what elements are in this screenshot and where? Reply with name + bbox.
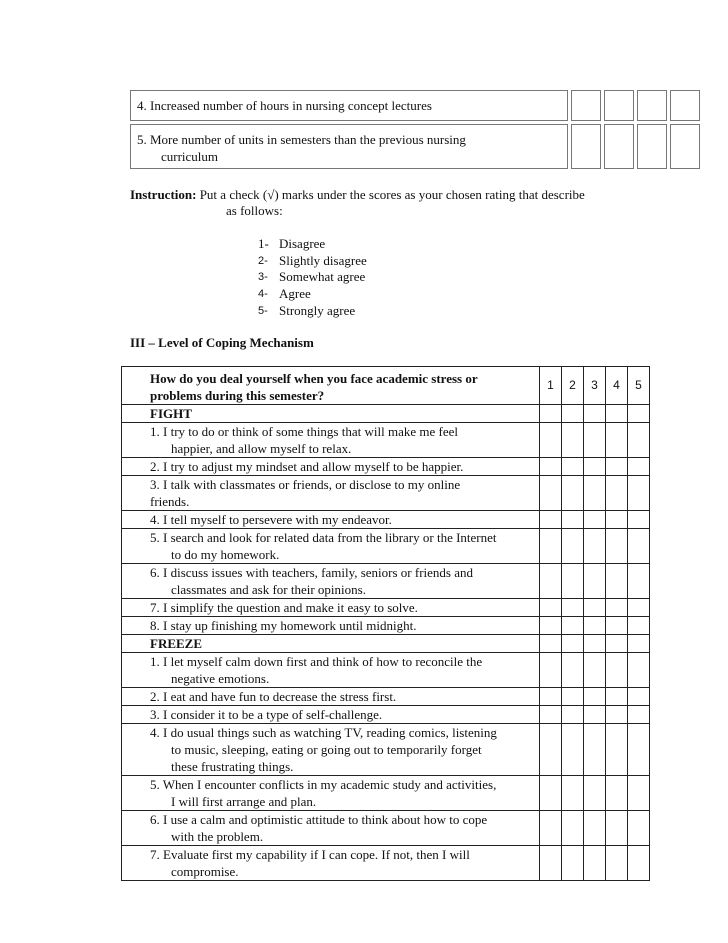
item-text: 4. I tell myself to persevere with my endeavor.: [122, 511, 540, 529]
item-text: 5. When I encounter conflicts in my academic study and activities, I will first arrange and plan.: [122, 776, 540, 811]
rating-cell[interactable]: [584, 653, 606, 688]
rating-cell[interactable]: [584, 529, 606, 564]
list-item: 4- Agree: [258, 286, 311, 302]
rating-cell[interactable]: [628, 511, 650, 529]
rating-cell[interactable]: [606, 724, 628, 776]
rating-cell[interactable]: [562, 564, 584, 599]
rating-cell[interactable]: [606, 653, 628, 688]
rating-cell[interactable]: [628, 846, 650, 881]
previous-items-table: [127, 87, 703, 172]
item-text: 2. I eat and have fun to decrease the stress first.: [122, 688, 540, 706]
rating-cell[interactable]: [628, 688, 650, 706]
list-item: 3- Somewhat agree: [258, 269, 366, 285]
rating-cell[interactable]: [584, 846, 606, 881]
rating-cell[interactable]: [606, 458, 628, 476]
section-heading: III – Level of Coping Mechanism: [130, 335, 314, 350]
rating-cell[interactable]: [628, 706, 650, 724]
rating-cell[interactable]: [584, 476, 606, 511]
rating-cell[interactable]: [606, 476, 628, 511]
table-row: [122, 564, 650, 599]
rating-cell[interactable]: [606, 511, 628, 529]
rating-cell[interactable]: [562, 529, 584, 564]
rating-cell[interactable]: [628, 617, 650, 635]
rating-cell[interactable]: [562, 617, 584, 635]
rating-cell[interactable]: [606, 846, 628, 881]
rating-cell[interactable]: [540, 811, 562, 846]
rating-cell[interactable]: [606, 564, 628, 599]
item-text: 2. I try to adjust my mindset and allow myself to be happier.: [122, 458, 540, 476]
item-text: 4. I do usual things such as watching TV, reading comics, listening to music, sleeping, eating or going out to temporarily forget these frustrating things.: [122, 724, 540, 776]
rating-cell[interactable]: [540, 846, 562, 881]
rating-cell[interactable]: [606, 405, 628, 423]
rating-cell[interactable]: [670, 90, 700, 121]
score-header-4: 4: [606, 367, 628, 405]
rating-cell[interactable]: [628, 476, 650, 511]
rating-cell[interactable]: [628, 724, 650, 776]
table-row: [122, 476, 650, 511]
rating-cell[interactable]: [584, 635, 606, 653]
list-item: 5- Strongly agree: [258, 302, 356, 318]
rating-cell[interactable]: [584, 458, 606, 476]
item-text: 3. I consider it to be a type of self-challenge.: [122, 706, 540, 724]
rating-cell[interactable]: [670, 124, 700, 169]
rating-cell[interactable]: [628, 405, 650, 423]
table-row: [130, 90, 700, 121]
table-row: [122, 529, 650, 564]
category-label: FREEZE: [122, 635, 540, 653]
rating-cell[interactable]: [584, 724, 606, 776]
table-row: [122, 688, 650, 706]
rating-cell[interactable]: [571, 90, 601, 121]
table-row: [122, 599, 650, 617]
rating-cell[interactable]: [562, 476, 584, 511]
rating-cell[interactable]: [540, 706, 562, 724]
rating-cell[interactable]: [562, 511, 584, 529]
rating-cell[interactable]: [584, 599, 606, 617]
rating-cell[interactable]: [604, 124, 634, 169]
list-item: 1- Disagree: [258, 236, 326, 251]
rating-scale-list: [258, 236, 367, 320]
rating-cell[interactable]: [540, 564, 562, 599]
rating-cell[interactable]: [584, 617, 606, 635]
category-label: FIGHT: [122, 405, 540, 423]
rating-cell[interactable]: [584, 688, 606, 706]
table-row: [122, 776, 650, 811]
rating-cell[interactable]: [628, 811, 650, 846]
rating-cell[interactable]: [562, 423, 584, 458]
rating-cell[interactable]: [540, 511, 562, 529]
rating-cell[interactable]: [637, 90, 667, 121]
rating-cell[interactable]: [562, 724, 584, 776]
rating-cell[interactable]: [628, 564, 650, 599]
item-text: 5. I search and look for related data from the library or the Internet to do my homework.: [122, 529, 540, 564]
instruction-continuation: as follows:: [226, 203, 283, 218]
rating-cell[interactable]: [628, 776, 650, 811]
rating-cell[interactable]: [540, 458, 562, 476]
rating-cell[interactable]: [540, 529, 562, 564]
rating-cell[interactable]: [562, 846, 584, 881]
rating-cell[interactable]: [606, 617, 628, 635]
rating-cell[interactable]: [540, 776, 562, 811]
rating-cell[interactable]: [562, 458, 584, 476]
item-text: 5. More number of units in semesters than the previous nursing curriculum: [130, 124, 568, 169]
table-row: [122, 706, 650, 724]
category-row-fight: [122, 405, 650, 423]
rating-cell[interactable]: [562, 653, 584, 688]
table-row: [122, 846, 650, 881]
item-text: 6. I use a calm and optimistic attitude to think about how to cope with the problem.: [122, 811, 540, 846]
rating-cell[interactable]: [606, 423, 628, 458]
category-row-freeze: [122, 635, 650, 653]
rating-cell[interactable]: [604, 90, 634, 121]
score-header-2: 2: [562, 367, 584, 405]
rating-cell[interactable]: [540, 599, 562, 617]
rating-cell[interactable]: [562, 405, 584, 423]
list-item: 2- Slightly disagree: [258, 252, 367, 268]
rating-cell[interactable]: [606, 706, 628, 724]
rating-cell[interactable]: [584, 564, 606, 599]
rating-cell[interactable]: [540, 653, 562, 688]
rating-cell[interactable]: [540, 724, 562, 776]
rating-cell[interactable]: [562, 599, 584, 617]
rating-cell[interactable]: [540, 405, 562, 423]
table-row: [130, 124, 700, 169]
rating-cell[interactable]: [628, 635, 650, 653]
rating-cell[interactable]: [637, 124, 667, 169]
item-text: 1. I try to do or think of some things that will make me feel happier, and allow myself to relax.: [122, 423, 540, 458]
rating-cell[interactable]: [584, 811, 606, 846]
table-row: [122, 811, 650, 846]
item-text: 1. I let myself calm down first and think of how to reconcile the negative emotions.: [122, 653, 540, 688]
rating-cell[interactable]: [628, 653, 650, 688]
rating-cell[interactable]: [584, 511, 606, 529]
rating-cell[interactable]: [562, 635, 584, 653]
coping-mechanism-table: [121, 366, 650, 881]
item-text: 7. Evaluate first my capability if I can cope. If not, then I will compromise.: [122, 846, 540, 881]
rating-cell[interactable]: [606, 776, 628, 811]
rating-cell[interactable]: [628, 458, 650, 476]
item-text: 6. I discuss issues with teachers, family, seniors or friends and classmates and ask for their opinions.: [122, 564, 540, 599]
rating-cell[interactable]: [540, 617, 562, 635]
rating-cell[interactable]: [540, 688, 562, 706]
table-row: [122, 458, 650, 476]
table-row: [122, 724, 650, 776]
item-text: 7. I simplify the question and make it easy to solve.: [122, 599, 540, 617]
rating-cell[interactable]: [562, 776, 584, 811]
table-row: [122, 653, 650, 688]
rating-cell[interactable]: [584, 706, 606, 724]
table-row: [122, 511, 650, 529]
table-header-row: [122, 367, 650, 405]
question-header: How do you deal yourself when you face academic stress or problems during this semester?: [122, 367, 540, 405]
rating-cell[interactable]: [562, 688, 584, 706]
table-row: [122, 617, 650, 635]
item-text: 8. I stay up finishing my homework until midnight.: [122, 617, 540, 635]
instruction: Instruction: Put a check (√) marks under the scores as your chosen rating that describe: [130, 187, 585, 202]
rating-cell[interactable]: [584, 776, 606, 811]
score-header-3: 3: [584, 367, 606, 405]
rating-cell[interactable]: [606, 688, 628, 706]
rating-cell[interactable]: [628, 529, 650, 564]
item-text: 3. I talk with classmates or friends, or disclose to my online friends.: [122, 476, 540, 511]
rating-cell[interactable]: [606, 599, 628, 617]
rating-cell[interactable]: [628, 599, 650, 617]
rating-cell[interactable]: [584, 405, 606, 423]
table-row: [122, 423, 650, 458]
rating-cell[interactable]: [562, 811, 584, 846]
rating-cell[interactable]: [606, 811, 628, 846]
rating-cell[interactable]: [540, 476, 562, 511]
rating-cell[interactable]: [562, 706, 584, 724]
rating-cell[interactable]: [606, 635, 628, 653]
rating-cell[interactable]: [606, 529, 628, 564]
score-header-5: 5: [628, 367, 650, 405]
score-header-1: 1: [540, 367, 562, 405]
rating-cell[interactable]: [584, 423, 606, 458]
rating-cell[interactable]: [540, 635, 562, 653]
rating-cell[interactable]: [540, 423, 562, 458]
item-text: 4. Increased number of hours in nursing concept lectures: [130, 90, 568, 121]
rating-cell[interactable]: [628, 423, 650, 458]
rating-cell[interactable]: [571, 124, 601, 169]
